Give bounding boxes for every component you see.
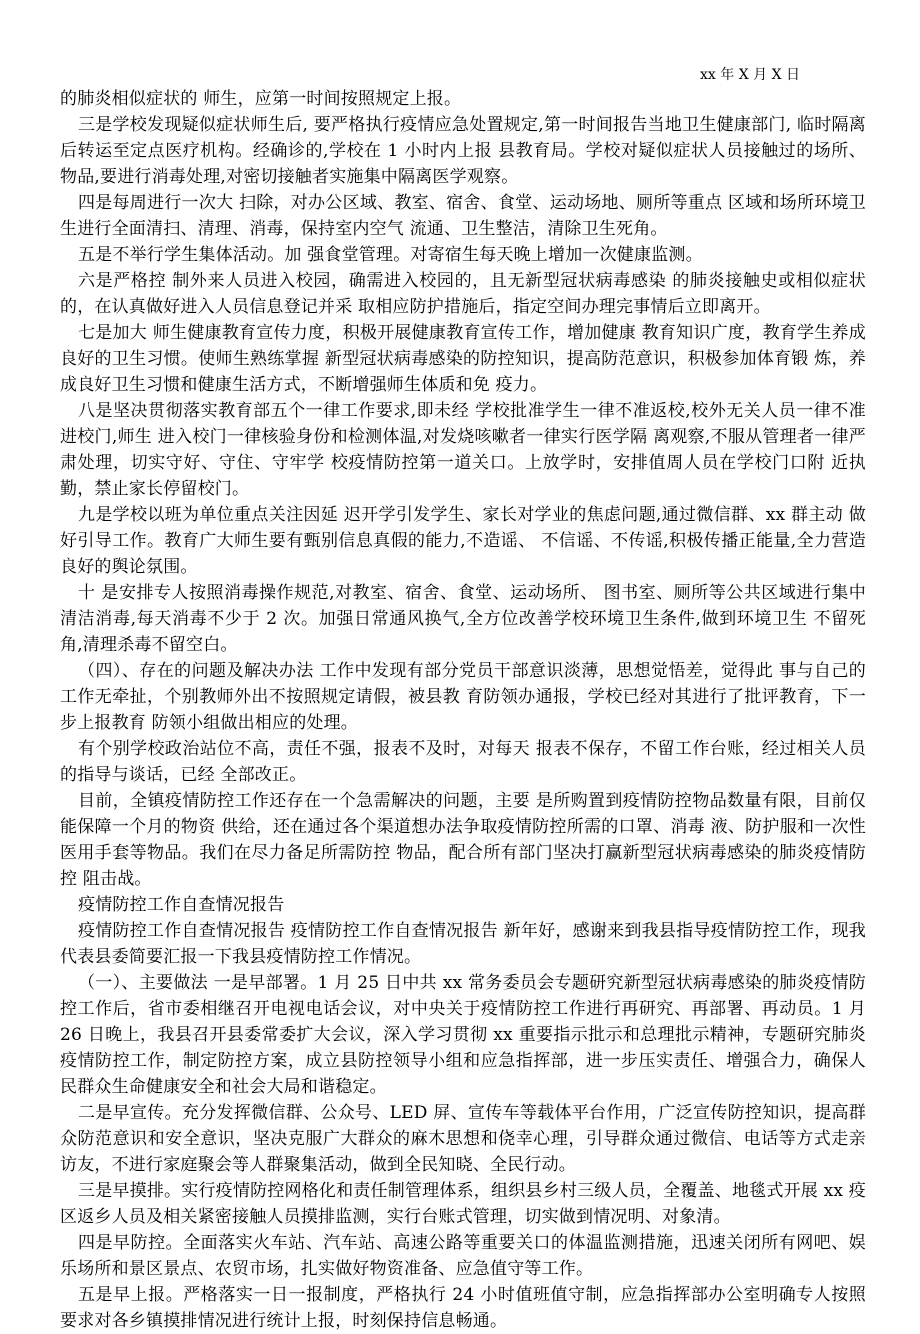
paragraph: 七是加大 师生健康教育宣传力度，积极开展健康教育宣传工作，增加健康 教育知识广度，教育学生养成良好的卫生习惯。使师生熟练掌握 新型冠状病毒感染的防控知识，提高防范意识，积极参加体育锻 炼，养成良好卫生习惯和健康生活方式，不断增强师生体质和免 疫力。 [60,323,866,395]
paragraph: 九是学校以班为单位重点关注因延 迟开学引发学生、家长对学业的焦虑问题,通过微信群、xx 群主动 做好引导工作。教育广大师生要有甄别信息真假的能力,不造谣、 不信谣、不传谣,积极传播正能量,全力营造良好的舆论氛围。 [60,505,866,577]
paragraph: 六是严格控 制外来人员进入校园，确需进入校园的，且无新型冠状病毒感染 的肺炎接触史或相似症状的，在认真做好进入人员信息登记并采 取相应防护措施后，指定空间办理完事情后立即离开。 [60,271,866,317]
section-heading-main-practices: （一）、主要做法 一是早部署。1 月 25 日中共 xx 常务委员会专题研究新型冠状病毒感染的肺炎疫情防控工作后，省市委相继召开电视电话会议，对中央关于疫情防控工作进行再研究、再部署、再动员。1 月 26 日晚上，我县召开县委常委扩大会议，深入学习贯彻 xx 重要指示批示和总理批示精神，专题研究肺炎疫情防控工作，制定防控方案，成立县防控领导小组和应急指挥部，进一步压实责任、增强合力，确保人民群众生命健康安全和社会大局和谐稳定。 [60,973,866,1097]
paragraph: 五是早上报。严格落实一日一报制度，严格执行 24 小时值班值守制，应急指挥部办公室明确专人按照要求对各乡镇摸排情况进行统计上报，时刻保持信息畅通。 [60,1285,866,1331]
paragraph: 三是学校发现疑似症状师生后, 要严格执行疫情应急处置规定,第一时间报告当地卫生健康部门, 临时隔离后转运至定点医疗机构。经确诊的,学校在 1 小时内上报 县教育局。学校对疑似症状人员接触过的场所、物品,要进行消毒处理,对密切接触者实施集中隔离医学观察。 [60,115,866,187]
paragraph: 四是每周进行一次大 扫除，对办公区域、教室、宿舍、食堂、运动场地、厕所等重点 区域和场所环境卫生进行全面清扫、清理、消毒，保持室内空气 流通、卫生整洁，清除卫生死角。 [60,193,866,239]
paragraph: 三是早摸排。实行疫情防控网格化和责任制管理体系，组织县乡村三级人员，全覆盖、地毯式开展 xx 疫区返乡人员及相关紧密接触人员摸排监测，实行台账式管理，切实做到情况明、对象清。 [60,1181,866,1227]
section-heading-problems: （四）、存在的问题及解决办法 工作中发现有部分党员干部意识淡薄，思想觉悟差，觉得此 事与自己的工作无牵扯，个别教师外出不按照规定请假，被县教 育防领办通报，学校已经对其进行了批评教育，下一步上报教育 防领小组做出相应的处理。 [60,661,866,733]
paragraph: 二是早宣传。充分发挥微信群、公众号、LED 屏、宣传车等载体平台作用，广泛宣传防控知识，提高群众防范意识和安全意识，坚决克服广大群众的麻木思想和侥幸心理，引导群众通过微信、电话等方式走亲访友，不进行家庭聚会等人群聚集活动，做到全民知晓、全民行动。 [60,1103,866,1175]
paragraph: 疫情防控工作自查情况报告 疫情防控工作自查情况报告 新年好，感谢来到我县指导疫情防控工作，现我代表县委简要汇报一下我县疫情防控工作情况。 [60,921,866,967]
paragraph: 四是早防控。全面落实火车站、汽车站、高速公路等重要关口的体温监测措施，迅速关闭所有网吧、娱乐场所和景区景点、农贸市场，扎实做好物资准备、应急值守等工作。 [60,1233,866,1279]
paragraph: 的肺炎相似症状的 师生，应第一时间按照规定上报。 [60,89,462,109]
paragraph: 八是坚决贯彻落实教育部五个一律工作要求,即未经 学校批准学生一律不准返校,校外无关人员一律不准进校门,师生 进入校门一律核验身份和检测体温,对发烧咳嗽者一律实行医学隔 离观察,不服从管理者一律严肃处理，切实守好、守住、守牢学 校疫情防控第一道关口。上放学时，安排值周人员在学校门口附 近执勤，禁止家长停留校门。 [60,401,866,499]
paragraph: 十 是安排专人按照消毒操作规范,对教室、宿舍、食堂、运动场所、 图书室、厕所等公共区域进行集中清洁消毒,每天消毒不少于 2 次。加强日常通风换气,全方位改善学校环境卫生条件,做到环境卫生 不留死角,清理杀毒不留空白。 [60,583,866,655]
header-date: xx 年 X 月 X 日 [700,67,800,83]
paragraph: 目前，全镇疫情防控工作还存在一个急需解决的问题，主要 是所购置到疫情防控物品数量有限，目前仅能保障一个月的物资 供给，还在通过各个渠道想办法争取疫情防控所需的口罩、消毒 液、防护服和一次性医用手套等物品。我们在尽力备足所需防控 物品，配合所有部门坚决打赢新型冠状病毒感染的肺炎疫情防控 阻击战。 [60,791,866,889]
document-body [60,86,866,1334]
paragraph: 五是不举行学生集体活动。加 强食堂管理。对寄宿生每天晚上增加一次健康监测。 [78,245,703,265]
paragraph: 有个别学校政治站位不高，责任不强，报表不及时，对每天 报表不保存，不留工作台账，经过相关人员的指导与谈话，已经 全部改正。 [60,739,866,785]
report-title: 疫情防控工作自查情况报告 [78,895,285,915]
